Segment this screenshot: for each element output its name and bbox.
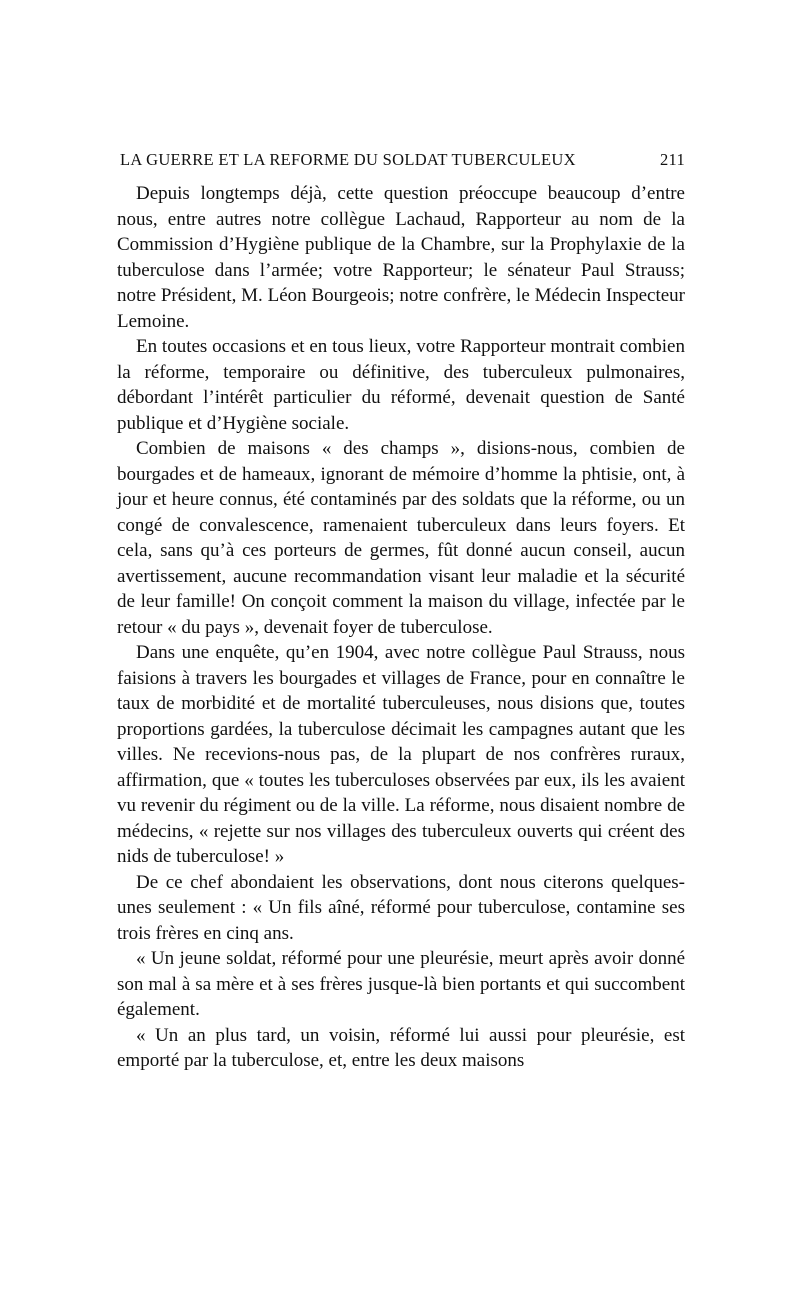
paragraph: Combien de maisons « des champs », disions-nous, combien de bourgades et de hameaux, ignorant de mémoire d’homme la phtisie, ont, à jour et heure connus, été contaminés par des soldats que la réforme, ou un congé de convalescence, ramenaient tuberculeux dans leurs foyers. Et cela, sans qu’à ces porteurs de germes, fût donné aucun conseil, aucun avertissement, aucune recommandation visant leur maladie et la sécurité de leur famille! On conçoit comment la maison du village, infectée par le retour « du pays », devenait foyer de tuberculose. xyxy=(117,438,685,638)
paragraph: De ce chef abondaient les observations, dont nous citerons quelques-unes seulement : « Un fils aîné, réformé pour tuberculose, contamine ses trois frères en cinq ans. xyxy=(117,871,685,944)
page-number: 211 xyxy=(659,150,685,169)
body-text xyxy=(117,181,685,1074)
paragraph: Dans une enquête, qu’en 1904, avec notre collègue Paul Strauss, nous faisions à travers les bourgades et villages de France, pour en connaître le taux de morbidité et de mortalité tuberculeuses, nous disions que, toutes proportions gardées, la tuberculose décimait les campagnes autant que les villes. Ne recevions-nous pas, de la plupart de nos confrères ruraux, affirmation, que « toutes les tuberculoses observées par eux, ils les avaient vu revenir du régiment ou de la ville. La réforme, nous disaient nombre de médecins, « rejette sur nos villages des tuberculeux ouverts qui créent des nids de tuberculose! » xyxy=(117,642,685,867)
paragraph: Depuis longtemps déjà, cette question préoccupe beaucoup d’entre nous, entre autres notre collègue Lachaud, Rapporteur au nom de la Commission d’Hygiène publique de la Chambre, sur la Prophylaxie de la tuberculose dans l’armée; votre Rapporteur; le sénateur Paul Strauss; notre Président, M. Léon Bourgeois; notre confrère, le Médecin Inspecteur Lemoine. xyxy=(117,183,685,332)
running-head xyxy=(120,150,685,178)
running-head-title: LA GUERRE ET LA REFORME DU SOLDAT TUBERCULEUX xyxy=(120,150,576,169)
paragraph: En toutes occasions et en tous lieux, votre Rapporteur montrait combien la réforme, temporaire ou définitive, des tuberculeux pulmonaires, débordant l’intérêt particulier du réformé, devenait question de Santé publique et d’Hygiène sociale. xyxy=(117,336,685,434)
paragraph: « Un jeune soldat, réformé pour une pleurésie, meurt après avoir donné son mal à sa mère et à ses frères jusque-là bien portants et qui succombent également. xyxy=(117,948,685,1020)
paragraph: « Un an plus tard, un voisin, réformé lui aussi pour pleurésie, est emporté par la tuberculose, et, entre les deux maisons xyxy=(117,1024,685,1071)
